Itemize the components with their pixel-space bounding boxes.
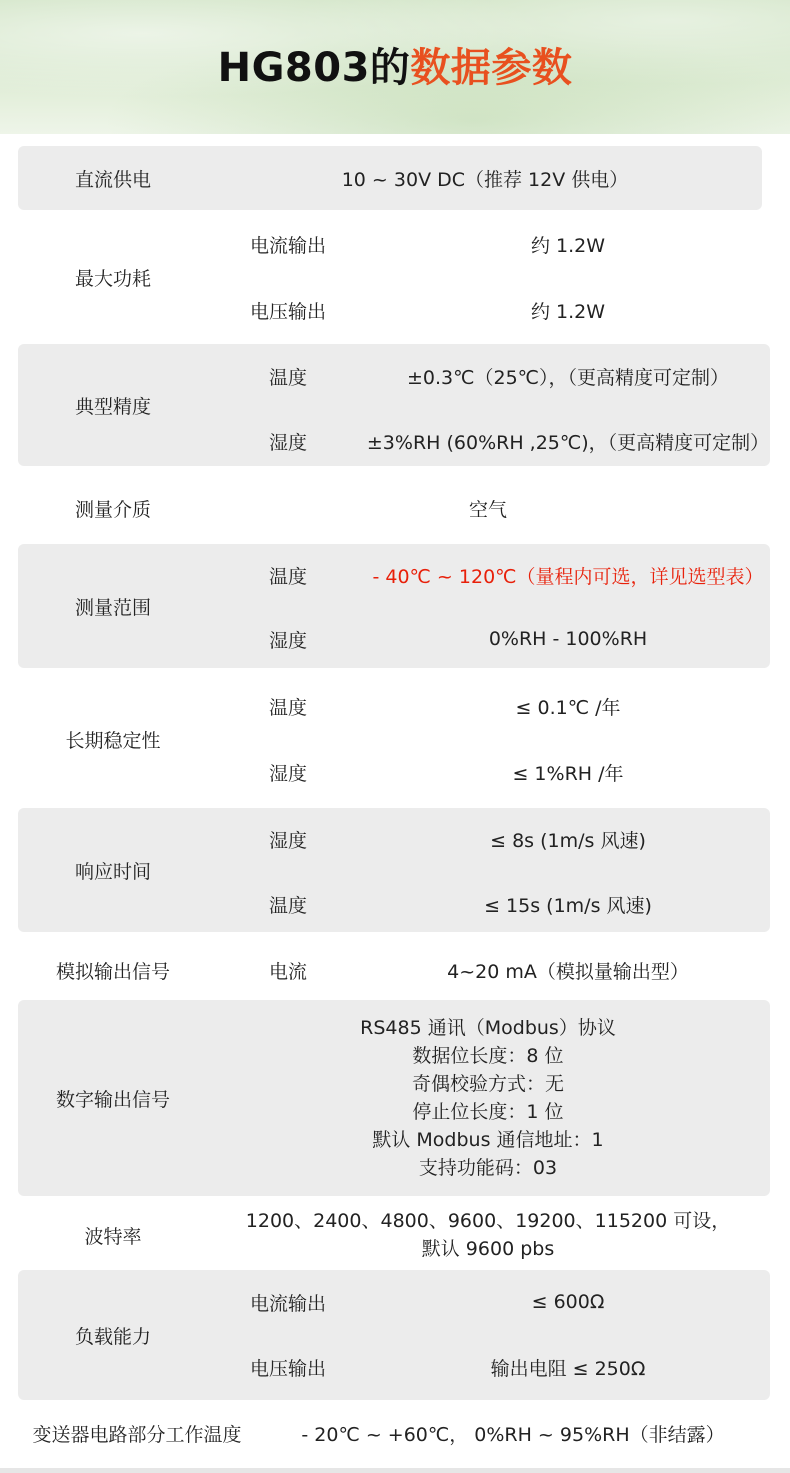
sub-value: 约 1.2W <box>530 234 606 257</box>
baud-line: 默认 9600 pbs <box>421 1238 555 1260</box>
title-highlight: 数据参数 <box>410 45 573 91</box>
bottom-divider <box>0 1468 790 1473</box>
row-accuracy <box>18 344 770 466</box>
row-power-supply <box>18 146 762 210</box>
sub-value: ≤ 600Ω <box>531 1291 605 1313</box>
row-label: 测量介质 <box>74 498 151 521</box>
sub-label: 湿度 <box>268 762 307 785</box>
sub-value: ±3%RH (60%RH ,25℃)，（更高精度可定制） <box>366 431 770 454</box>
row-digital-output <box>18 1000 770 1196</box>
sub-value: 4~20 mA（模拟量输出型） <box>447 960 689 983</box>
sub-label: 电流 <box>268 960 307 983</box>
row-label: 负载能力 <box>74 1325 151 1348</box>
row-value: 10 ~ 30V DC（推荐 12V 供电） <box>341 168 629 191</box>
sub-label: 电流输出 <box>249 234 326 257</box>
title-model: HG803的 <box>217 45 411 91</box>
row-label: 数字输出信号 <box>55 1088 170 1111</box>
sub-label: 温度 <box>268 894 307 917</box>
baud-line: 1200、2400、4800、9600、19200、115200 可设， <box>245 1210 731 1232</box>
sub-label: 湿度 <box>268 629 307 652</box>
row-label: 响应时间 <box>74 860 151 883</box>
sub-label: 电压输出 <box>249 1357 326 1380</box>
row-value: 空气 <box>468 498 507 521</box>
row-load-capacity <box>18 1270 770 1400</box>
sub-label: 湿度 <box>268 431 307 454</box>
spec-line: 支持功能码：03 <box>418 1157 558 1179</box>
sub-value: ≤ 1%RH /年 <box>512 762 624 785</box>
row-stability <box>18 674 770 804</box>
row-analog-output <box>18 938 770 1002</box>
row-response <box>18 808 770 932</box>
row-label: 模拟输出信号 <box>55 960 170 983</box>
sub-value: ≤ 0.1℃ /年 <box>515 696 621 719</box>
row-range <box>18 544 770 668</box>
page-header <box>0 0 790 134</box>
spec-line: 奇偶校验方式：无 <box>411 1073 564 1095</box>
sub-value: ≤ 8s (1m/s 风速) <box>490 829 646 852</box>
sub-value: 0%RH - 100%RH <box>488 628 648 650</box>
sub-value: 约 1.2W <box>530 300 606 323</box>
sub-value-highlight: - 40℃ ~ 120℃（量程内可选，详见选型表） <box>372 565 764 588</box>
sub-label: 电流输出 <box>249 1292 326 1315</box>
row-label: 最大功耗 <box>74 267 151 290</box>
row-label: 测量范围 <box>74 596 151 619</box>
row-label: 典型精度 <box>74 395 151 418</box>
sub-label: 湿度 <box>268 829 307 852</box>
row-label: 变送器电路部分工作温度 <box>32 1423 242 1446</box>
row-label: 长期稳定性 <box>65 729 161 752</box>
row-max-power <box>18 212 770 342</box>
row-label: 直流供电 <box>74 168 151 191</box>
sub-label: 温度 <box>268 696 307 719</box>
spec-line: RS485 通讯（Modbus）协议 <box>360 1017 616 1039</box>
spec-line: 数据位长度：8 位 <box>412 1045 564 1067</box>
sub-value: ±0.3℃（25℃），（更高精度可定制） <box>407 366 729 389</box>
row-label: 波特率 <box>84 1225 142 1248</box>
spec-line: 默认 Modbus 通信地址：1 <box>372 1129 604 1151</box>
page-title <box>0 40 790 96</box>
sub-value: ≤ 15s (1m/s 风速) <box>484 894 652 917</box>
baud-value <box>208 1202 768 1268</box>
sub-label: 温度 <box>268 565 307 588</box>
row-value: - 20℃ ~ +60℃， 0%RH ~ 95%RH（非结露） <box>301 1423 725 1446</box>
sub-label: 温度 <box>268 366 307 389</box>
sub-label: 电压输出 <box>249 300 326 323</box>
row-baud-rate <box>18 1202 770 1268</box>
row-working-temperature <box>18 1400 770 1466</box>
sub-value: 输出电阻 ≤ 250Ω <box>490 1357 646 1380</box>
digital-spec-list <box>208 1000 768 1196</box>
row-medium <box>18 476 770 540</box>
spec-line: 停止位长度：1 位 <box>412 1101 564 1123</box>
